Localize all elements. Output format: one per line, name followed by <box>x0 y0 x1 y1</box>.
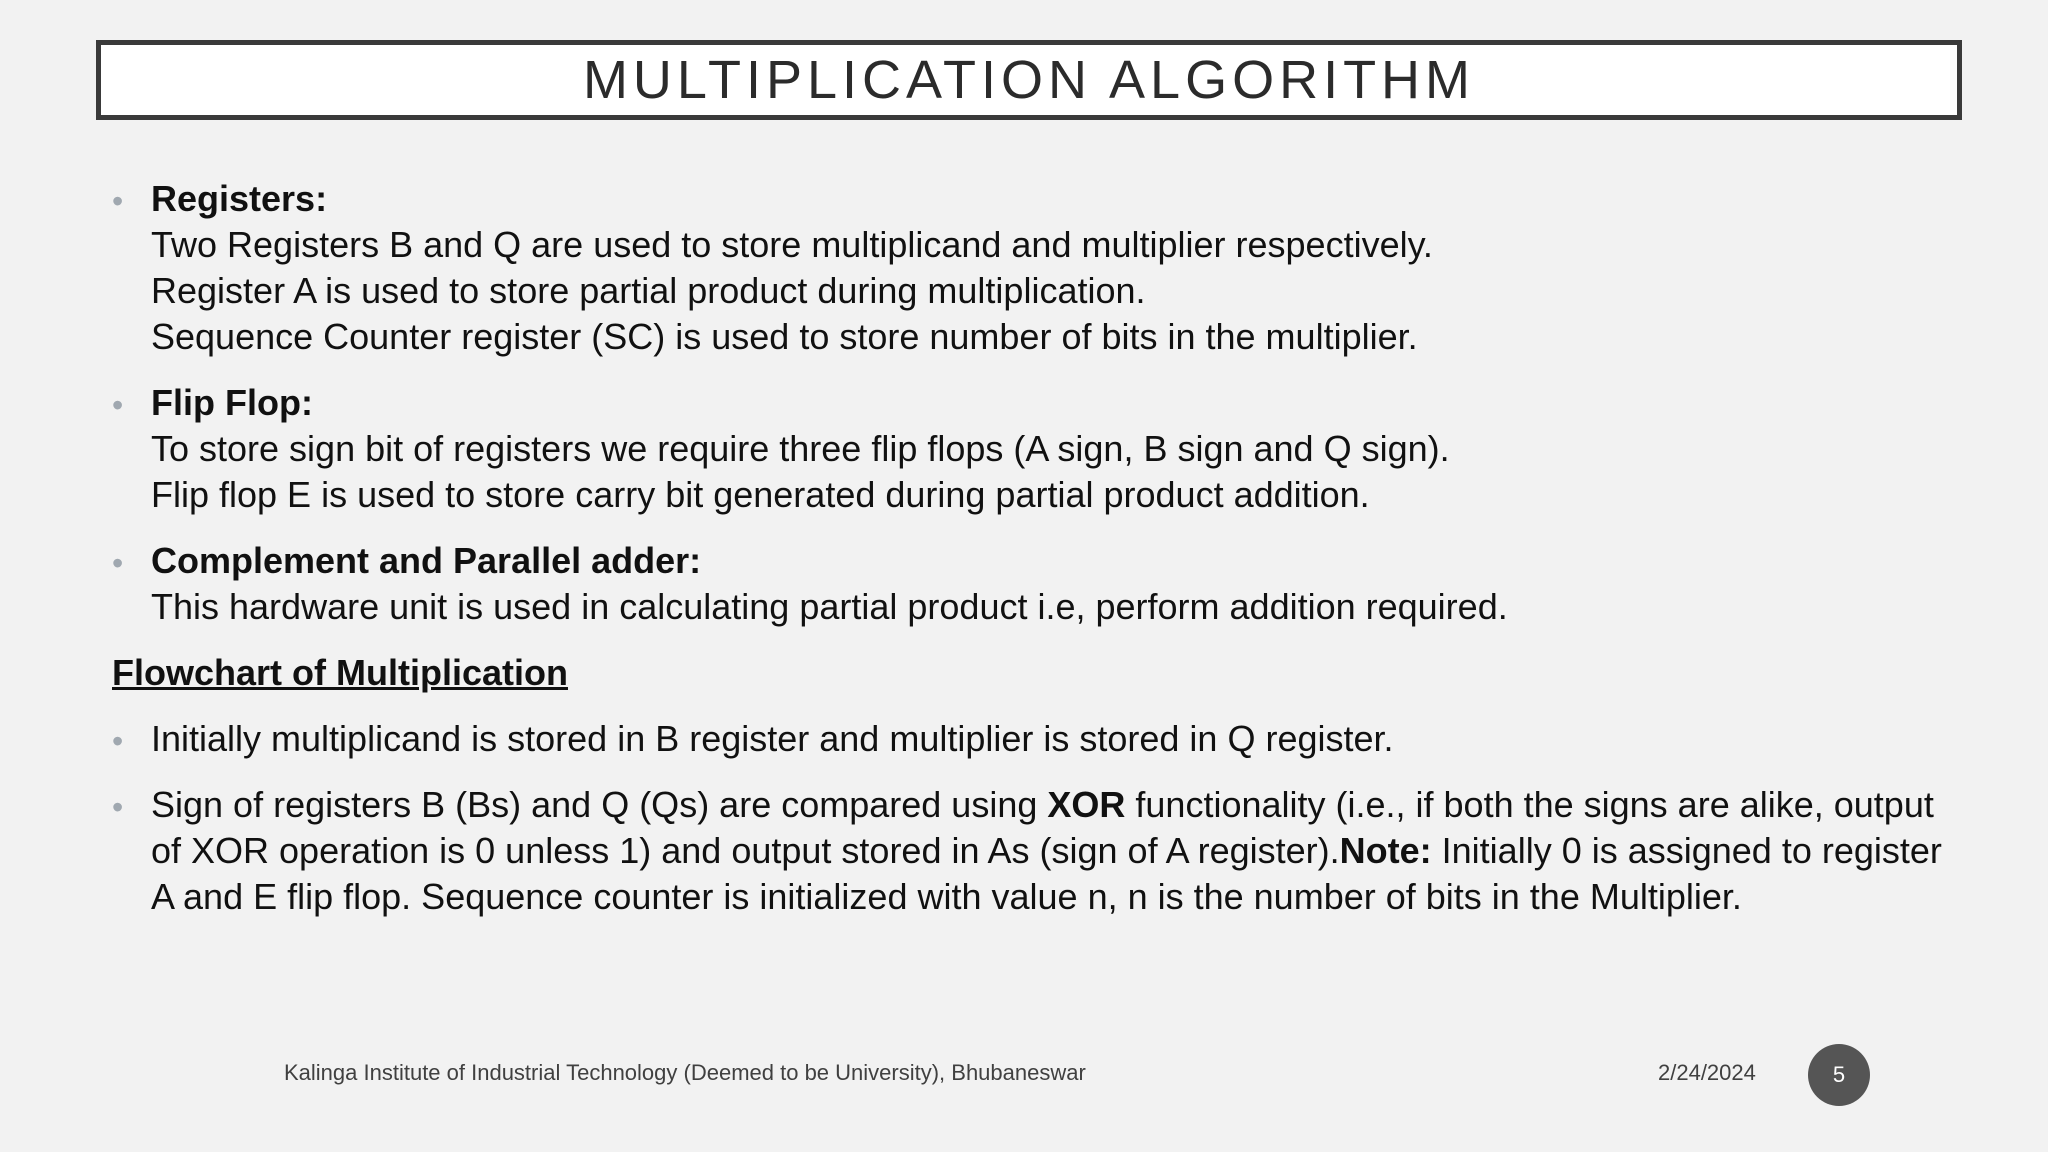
sign-text-1: Sign of registers B (Bs) and Q (Qs) are compared using <box>151 784 1048 825</box>
xor-bold: XOR <box>1047 784 1126 825</box>
sign-text-3: Initially 0 is assigned to register A and E flip flop. Sequence counter is initialized with value n, n is the number of bits in the Multiplier. <box>151 830 1942 917</box>
bullet-flip-flop <box>112 380 1942 518</box>
sign-text-2: functionality (i.e., if both the signs are alike, output of XOR operation is 0 unless 1) and output stored in As (sign of A register). <box>151 784 1934 871</box>
slide-content <box>112 176 1942 940</box>
flowchart-bullet-1: Initially multiplicand is stored in B register and multiplier is stored in Q register. <box>151 718 1394 759</box>
complement-adder-heading: Complement and Parallel adder: <box>151 540 702 581</box>
bullet-dot-icon: • <box>112 789 124 825</box>
bullet-dot-icon: • <box>112 387 124 423</box>
bullet-registers <box>112 176 1942 360</box>
bullet-dot-icon: • <box>112 545 124 581</box>
registers-line-3: Sequence Counter register (SC) is used to store number of bits in the multiplier. <box>151 316 1418 357</box>
footer-institution: Kalinga Institute of Industrial Technology (Deemed to be University), Bhubaneswar <box>284 1060 1086 1085</box>
bullet-complement-adder <box>112 538 1942 630</box>
title-box <box>96 40 1962 120</box>
bullet-flowchart-initial <box>112 716 1942 762</box>
flip-flop-heading: Flip Flop: <box>151 382 313 423</box>
flowchart-heading: Flowchart of Multiplication <box>112 652 568 693</box>
registers-line-1: Two Registers B and Q are used to store multiplicand and multiplier respectively. <box>151 224 1433 265</box>
bullet-dot-icon: • <box>112 723 124 759</box>
registers-line-2: Register A is used to store partial product during multiplication. <box>151 270 1146 311</box>
flip-flop-line-1: To store sign bit of registers we require three flip flops (A sign, B sign and Q sign). <box>151 428 1450 469</box>
registers-heading: Registers: <box>151 178 328 219</box>
flip-flop-line-2: Flip flop E is used to store carry bit generated during partial product addition. <box>151 474 1370 515</box>
bullet-dot-icon: • <box>112 183 124 219</box>
slide-title: MULTIPLICATION ALGORITHM <box>582 50 1476 110</box>
footer-date: 2/24/2024 <box>1658 1060 1756 1085</box>
complement-adder-line-1: This hardware unit is used in calculating partial product i.e, perform addition required. <box>151 586 1508 627</box>
note-bold: Note: <box>1339 830 1432 871</box>
flowchart-bullet-2 <box>151 782 1942 920</box>
page-number-badge: 5 <box>1808 1044 1870 1106</box>
bullet-flowchart-sign <box>112 782 1942 920</box>
